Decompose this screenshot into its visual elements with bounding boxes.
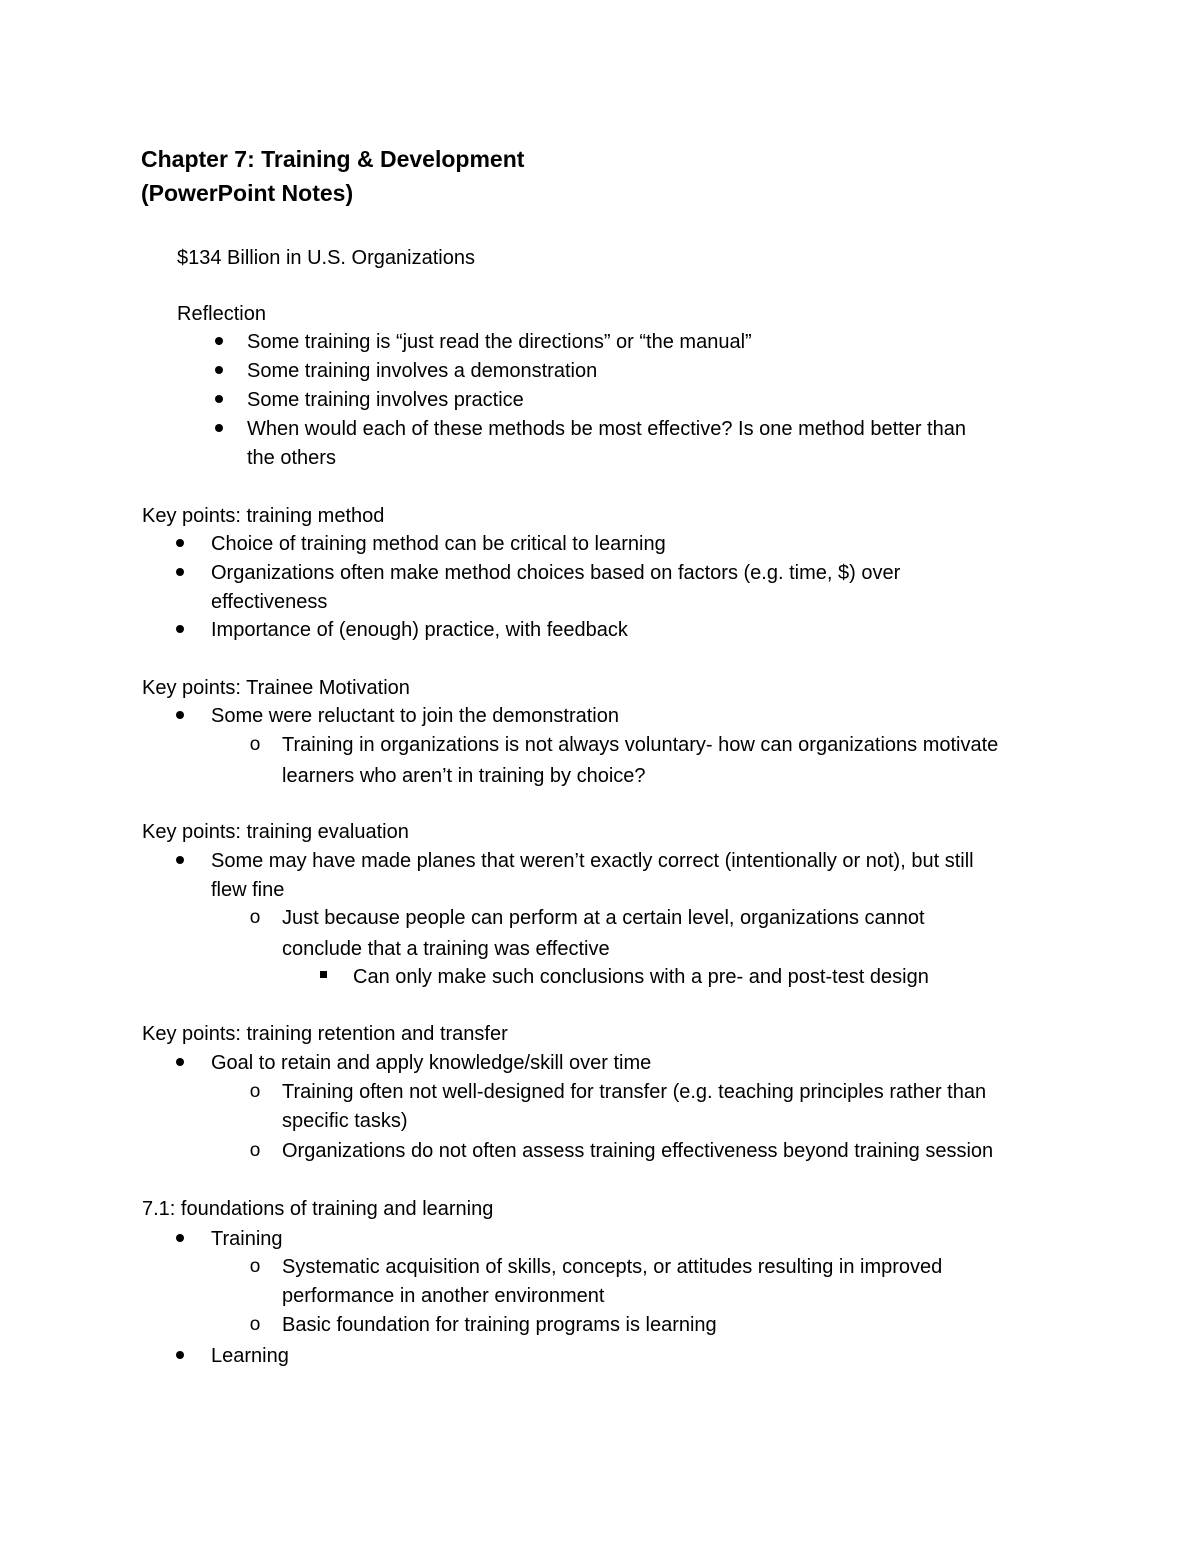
bullet-dot — [209, 328, 229, 356]
bullet-ring: o — [249, 1081, 261, 1102]
list-item: Training in organizations is not always voluntary- how can organizations motivate — [282, 734, 999, 756]
list-item: Choice of training method can be critical to learning — [211, 533, 666, 555]
section-heading-foundations: 7.1: foundations of training and learning — [142, 1198, 494, 1220]
bullet-ring: o — [249, 1140, 261, 1161]
bullet-dot — [170, 1049, 190, 1077]
list-item-continuation: conclude that a training was effective — [282, 938, 610, 960]
list-item: When would each of these methods be most effective? Is one method better than — [247, 418, 966, 440]
section-heading-retention: Key points: training retention and transfer — [142, 1023, 508, 1045]
list-item: Training often not well-designed for transfer (e.g. teaching principles rather than — [282, 1081, 987, 1103]
list-item-continuation: effectiveness — [211, 591, 328, 613]
bullet-dot — [170, 702, 190, 730]
list-item: Just because people can perform at a certain level, organizations cannot — [282, 907, 925, 929]
list-item: Training — [211, 1228, 283, 1250]
list-item: Some training involves practice — [247, 389, 524, 411]
page-subtitle: (PowerPoint Notes) — [141, 180, 354, 206]
list-item-continuation: performance in another environment — [282, 1285, 605, 1307]
list-item: Some may have made planes that weren’t exactly correct (intentionally or not), but still — [211, 850, 974, 872]
bullet-ring: o — [249, 734, 261, 755]
list-item: Goal to retain and apply knowledge/skill over time — [211, 1052, 652, 1074]
list-item-continuation: specific tasks) — [282, 1110, 408, 1132]
bullet-dot — [170, 530, 190, 558]
bullet-dot — [209, 415, 229, 443]
bullet-dot — [170, 1342, 190, 1370]
list-item: Basic foundation for training programs is learning — [282, 1314, 717, 1336]
list-item: Learning — [211, 1345, 289, 1367]
list-item: Systematic acquisition of skills, concepts, or attitudes resulting in improved — [282, 1256, 943, 1278]
bullet-dot — [209, 357, 229, 385]
intro-text: $134 Billion in U.S. Organizations — [177, 247, 475, 269]
list-item-continuation: flew fine — [211, 879, 285, 901]
list-item: Organizations do not often assess training effectiveness beyond training session — [282, 1140, 994, 1162]
bullet-dot — [170, 616, 190, 644]
section-heading-motivation: Key points: Trainee Motivation — [142, 677, 410, 699]
bullet-ring: o — [249, 1256, 261, 1277]
section-heading-evaluation: Key points: training evaluation — [142, 821, 409, 843]
list-item: Can only make such conclusions with a pre- and post-test design — [353, 966, 929, 988]
bullet-dot — [170, 559, 190, 587]
list-item-continuation: the others — [247, 447, 336, 469]
reflection-heading: Reflection — [177, 303, 266, 325]
list-item: Importance of (enough) practice, with feedback — [211, 619, 628, 641]
bullet-ring: o — [249, 907, 261, 928]
bullet-dot — [170, 1225, 190, 1253]
list-item: Organizations often make method choices based on factors (e.g. time, $) over — [211, 562, 901, 584]
list-item: Some were reluctant to join the demonstration — [211, 705, 619, 727]
list-item-continuation: learners who aren’t in training by choice? — [282, 765, 646, 787]
section-heading-method: Key points: training method — [142, 505, 385, 527]
bullet-ring: o — [249, 1314, 261, 1335]
list-item: Some training involves a demonstration — [247, 360, 598, 382]
bullet-square — [313, 963, 333, 991]
list-item: Some training is “just read the directions” or “the manual” — [247, 331, 752, 353]
bullet-dot — [209, 386, 229, 414]
bullet-dot — [170, 847, 190, 875]
page-title: Chapter 7: Training & Development — [141, 146, 525, 172]
